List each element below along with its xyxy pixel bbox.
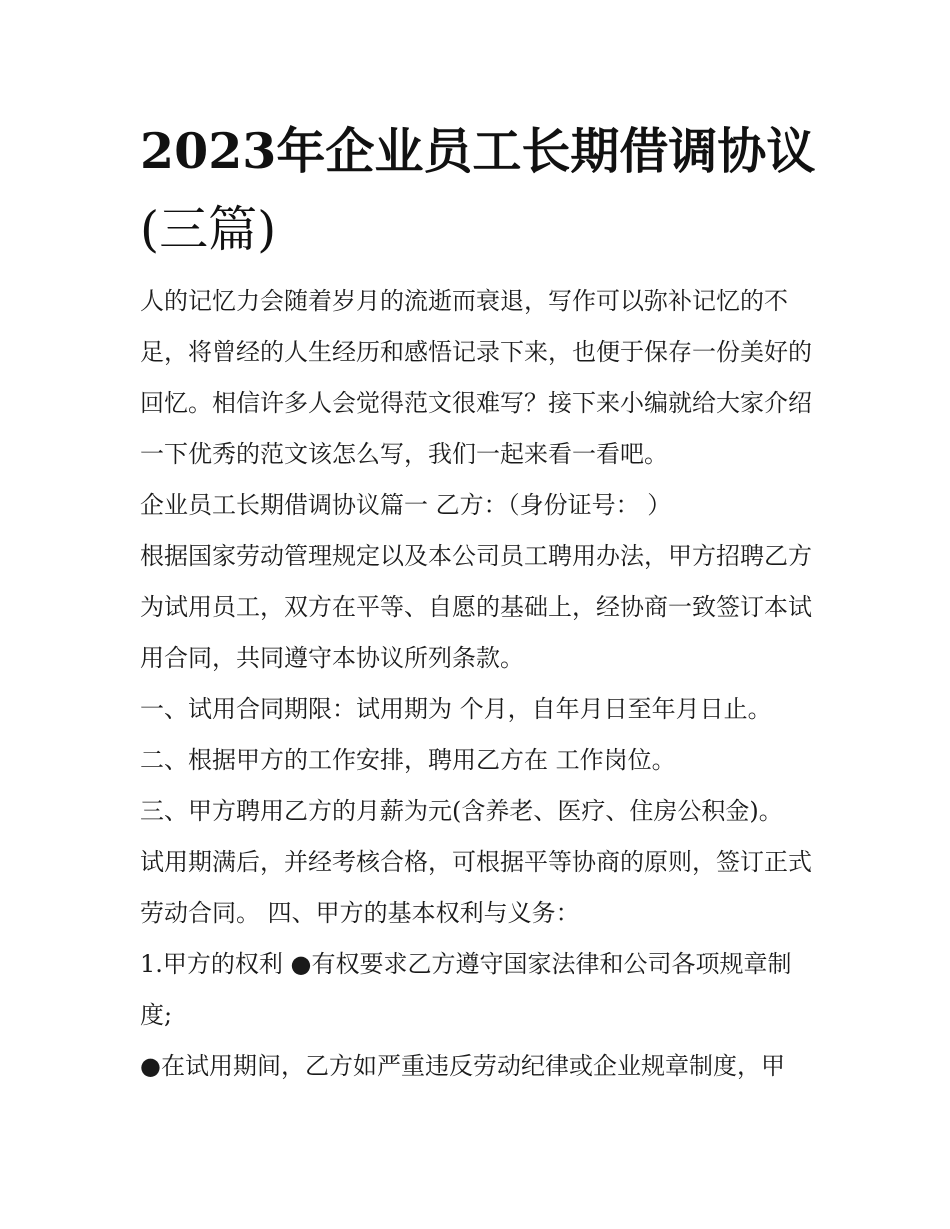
title-line-2: (三篇) (140, 201, 277, 258)
paragraph-rights-1: 1.甲方的权利 ●有权要求乙方遵守国家法律和公司各项规章制度; (140, 950, 792, 1029)
paragraph-clause-2: 二、根据甲方的工作安排，聘用乙方在 工作岗位。 (140, 746, 676, 774)
title-line-1: 2023年企业员工长期借调协议 (140, 122, 816, 180)
paragraph-clause-1: 一、试用合同期限：试用期为 个月，自年月日至年月日止。 (140, 695, 772, 723)
paragraph-rights-2: ●在试用期间，乙方如严重违反劳动纪律或企业规章制度，甲 (140, 1052, 785, 1080)
paragraph-basis: 根据国家劳动管理规定以及本公司员工聘用办法，甲方招聘乙方为试用员工，双方在平等、自愿的基础上，经协商一致签订本试用合同，共同遵守本协议所列条款。 (140, 542, 812, 672)
document-title (140, 112, 820, 269)
paragraph-agreement-heading: 企业员工长期借调协议篇一 乙方：（身份证号： ） (140, 491, 672, 519)
paragraph-clause-4: 试用期满后，并经考核合格，可根据平等协商的原则，签订正式劳动合同。 四、甲方的基本权利与义务： (140, 848, 812, 927)
document-body (140, 276, 820, 1092)
paragraph-intro: 人的记忆力会随着岁月的流逝而衰退，写作可以弥补记忆的不足，将曾经的人生经历和感悟记录下来，也便于保存一份美好的回忆。相信许多人会觉得范文很难写？接下来小编就给大家介绍一下优秀的范文该怎么写，我们一起来看一看吧。 (140, 287, 812, 468)
paragraph-clause-3: 三、甲方聘用乙方的月薪为元(含养老、医疗、住房公积金)。 (140, 797, 783, 825)
